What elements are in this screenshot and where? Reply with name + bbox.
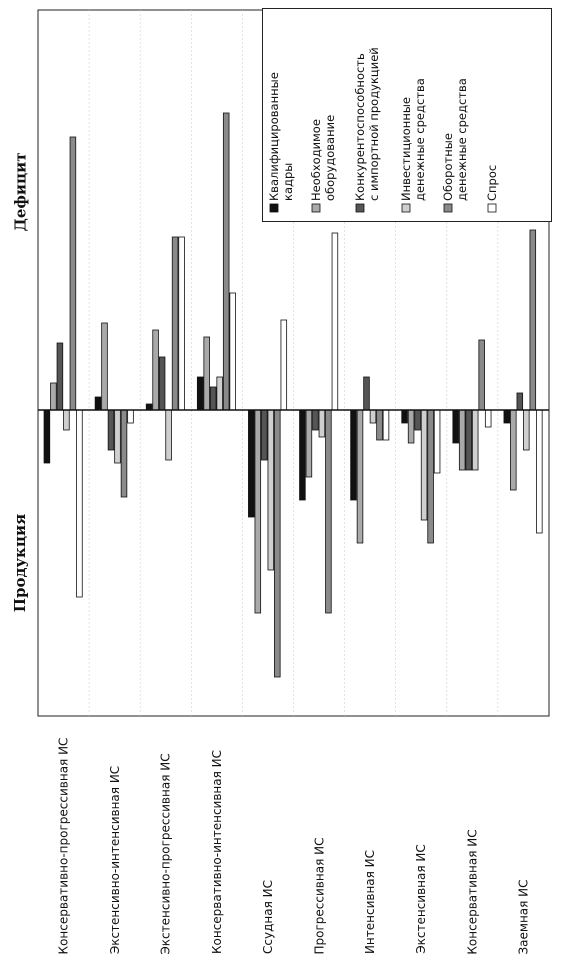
bar (248, 410, 254, 517)
bar (197, 377, 203, 410)
legend-label: Спрос (485, 164, 499, 201)
legend-label: Необходимоеоборудование (309, 114, 337, 201)
bar (415, 410, 421, 430)
bar (70, 137, 76, 410)
bar (77, 410, 83, 597)
bar (357, 410, 363, 543)
bar (332, 233, 338, 410)
bar (44, 410, 50, 463)
category-label: Прогрессивная ИС (312, 837, 327, 954)
bar (121, 410, 127, 497)
legend-label: Инвестиционныеденежные средства (399, 78, 427, 201)
bar (108, 410, 114, 450)
bar (459, 410, 465, 470)
bar (95, 397, 101, 410)
bar (179, 237, 185, 410)
negative-side-label: Продукция (11, 513, 30, 613)
legend-swatch (444, 204, 452, 212)
bar (261, 410, 267, 460)
bar (153, 330, 159, 410)
bar (530, 230, 536, 410)
bar (523, 410, 529, 450)
category-label: Интенсивная ИС (363, 849, 378, 955)
bar (210, 387, 216, 410)
bar (377, 410, 383, 440)
bar (313, 410, 319, 430)
bar (466, 410, 472, 470)
bar (408, 410, 414, 443)
legend (262, 8, 552, 222)
bar (166, 410, 172, 460)
bar (281, 320, 287, 410)
bar (479, 340, 485, 410)
bar (472, 410, 478, 470)
bar (306, 410, 312, 477)
bar (510, 410, 516, 490)
bar (319, 410, 325, 437)
bar (146, 404, 152, 410)
legend-swatch (312, 204, 320, 212)
legend-swatch (402, 204, 410, 212)
bar (172, 237, 178, 410)
legend-item (399, 78, 427, 212)
bar (421, 410, 427, 520)
bar (268, 410, 274, 570)
bar (204, 337, 210, 410)
positive-side-label: Дефицит (11, 152, 30, 232)
bar (326, 410, 332, 613)
legend-label: Конкурентоспособностьс импортной продукцией (353, 47, 381, 201)
bar (434, 410, 440, 473)
category-label: Экстенсивная ИС (414, 844, 428, 954)
bar (274, 410, 280, 677)
bar (255, 410, 261, 613)
bar (485, 410, 491, 427)
category-label: Консервативная ИС (465, 828, 480, 955)
category-label: Экстенсивно-прогрессивная ИС (158, 752, 173, 955)
bar (300, 410, 306, 500)
category-label: Заемная ИС (516, 878, 531, 955)
legend-swatch (270, 204, 278, 212)
bar (128, 410, 134, 423)
legend-item (353, 47, 381, 212)
bar (383, 410, 389, 440)
bar (364, 377, 370, 410)
bar (223, 113, 229, 410)
bar (351, 410, 357, 500)
legend-swatch (488, 204, 496, 212)
legend-item (309, 115, 337, 212)
legend-swatch (356, 204, 364, 212)
legend-label: Квалифицированныекадры (267, 72, 295, 201)
bar (504, 410, 510, 423)
bar (230, 293, 236, 410)
bar (64, 410, 70, 430)
bar (428, 410, 434, 543)
bar (517, 393, 523, 410)
bar (102, 323, 108, 410)
bar (115, 410, 121, 463)
bar (453, 410, 459, 443)
category-label: Консервативно-интенсивная ИС (209, 749, 224, 955)
bar (370, 410, 376, 423)
bar (57, 343, 63, 410)
bar (402, 410, 408, 423)
legend-label: Оборотныеденежные средства (441, 78, 469, 201)
bar (51, 383, 57, 410)
bar (536, 410, 542, 533)
category-label: Экстенсивно-интенсивная ИС (107, 765, 122, 955)
bar (159, 357, 165, 410)
category-label: Ссудная ИС (260, 880, 275, 954)
bar (217, 377, 223, 410)
category-label: Консервативно-прогрессивная ИС (56, 737, 71, 954)
